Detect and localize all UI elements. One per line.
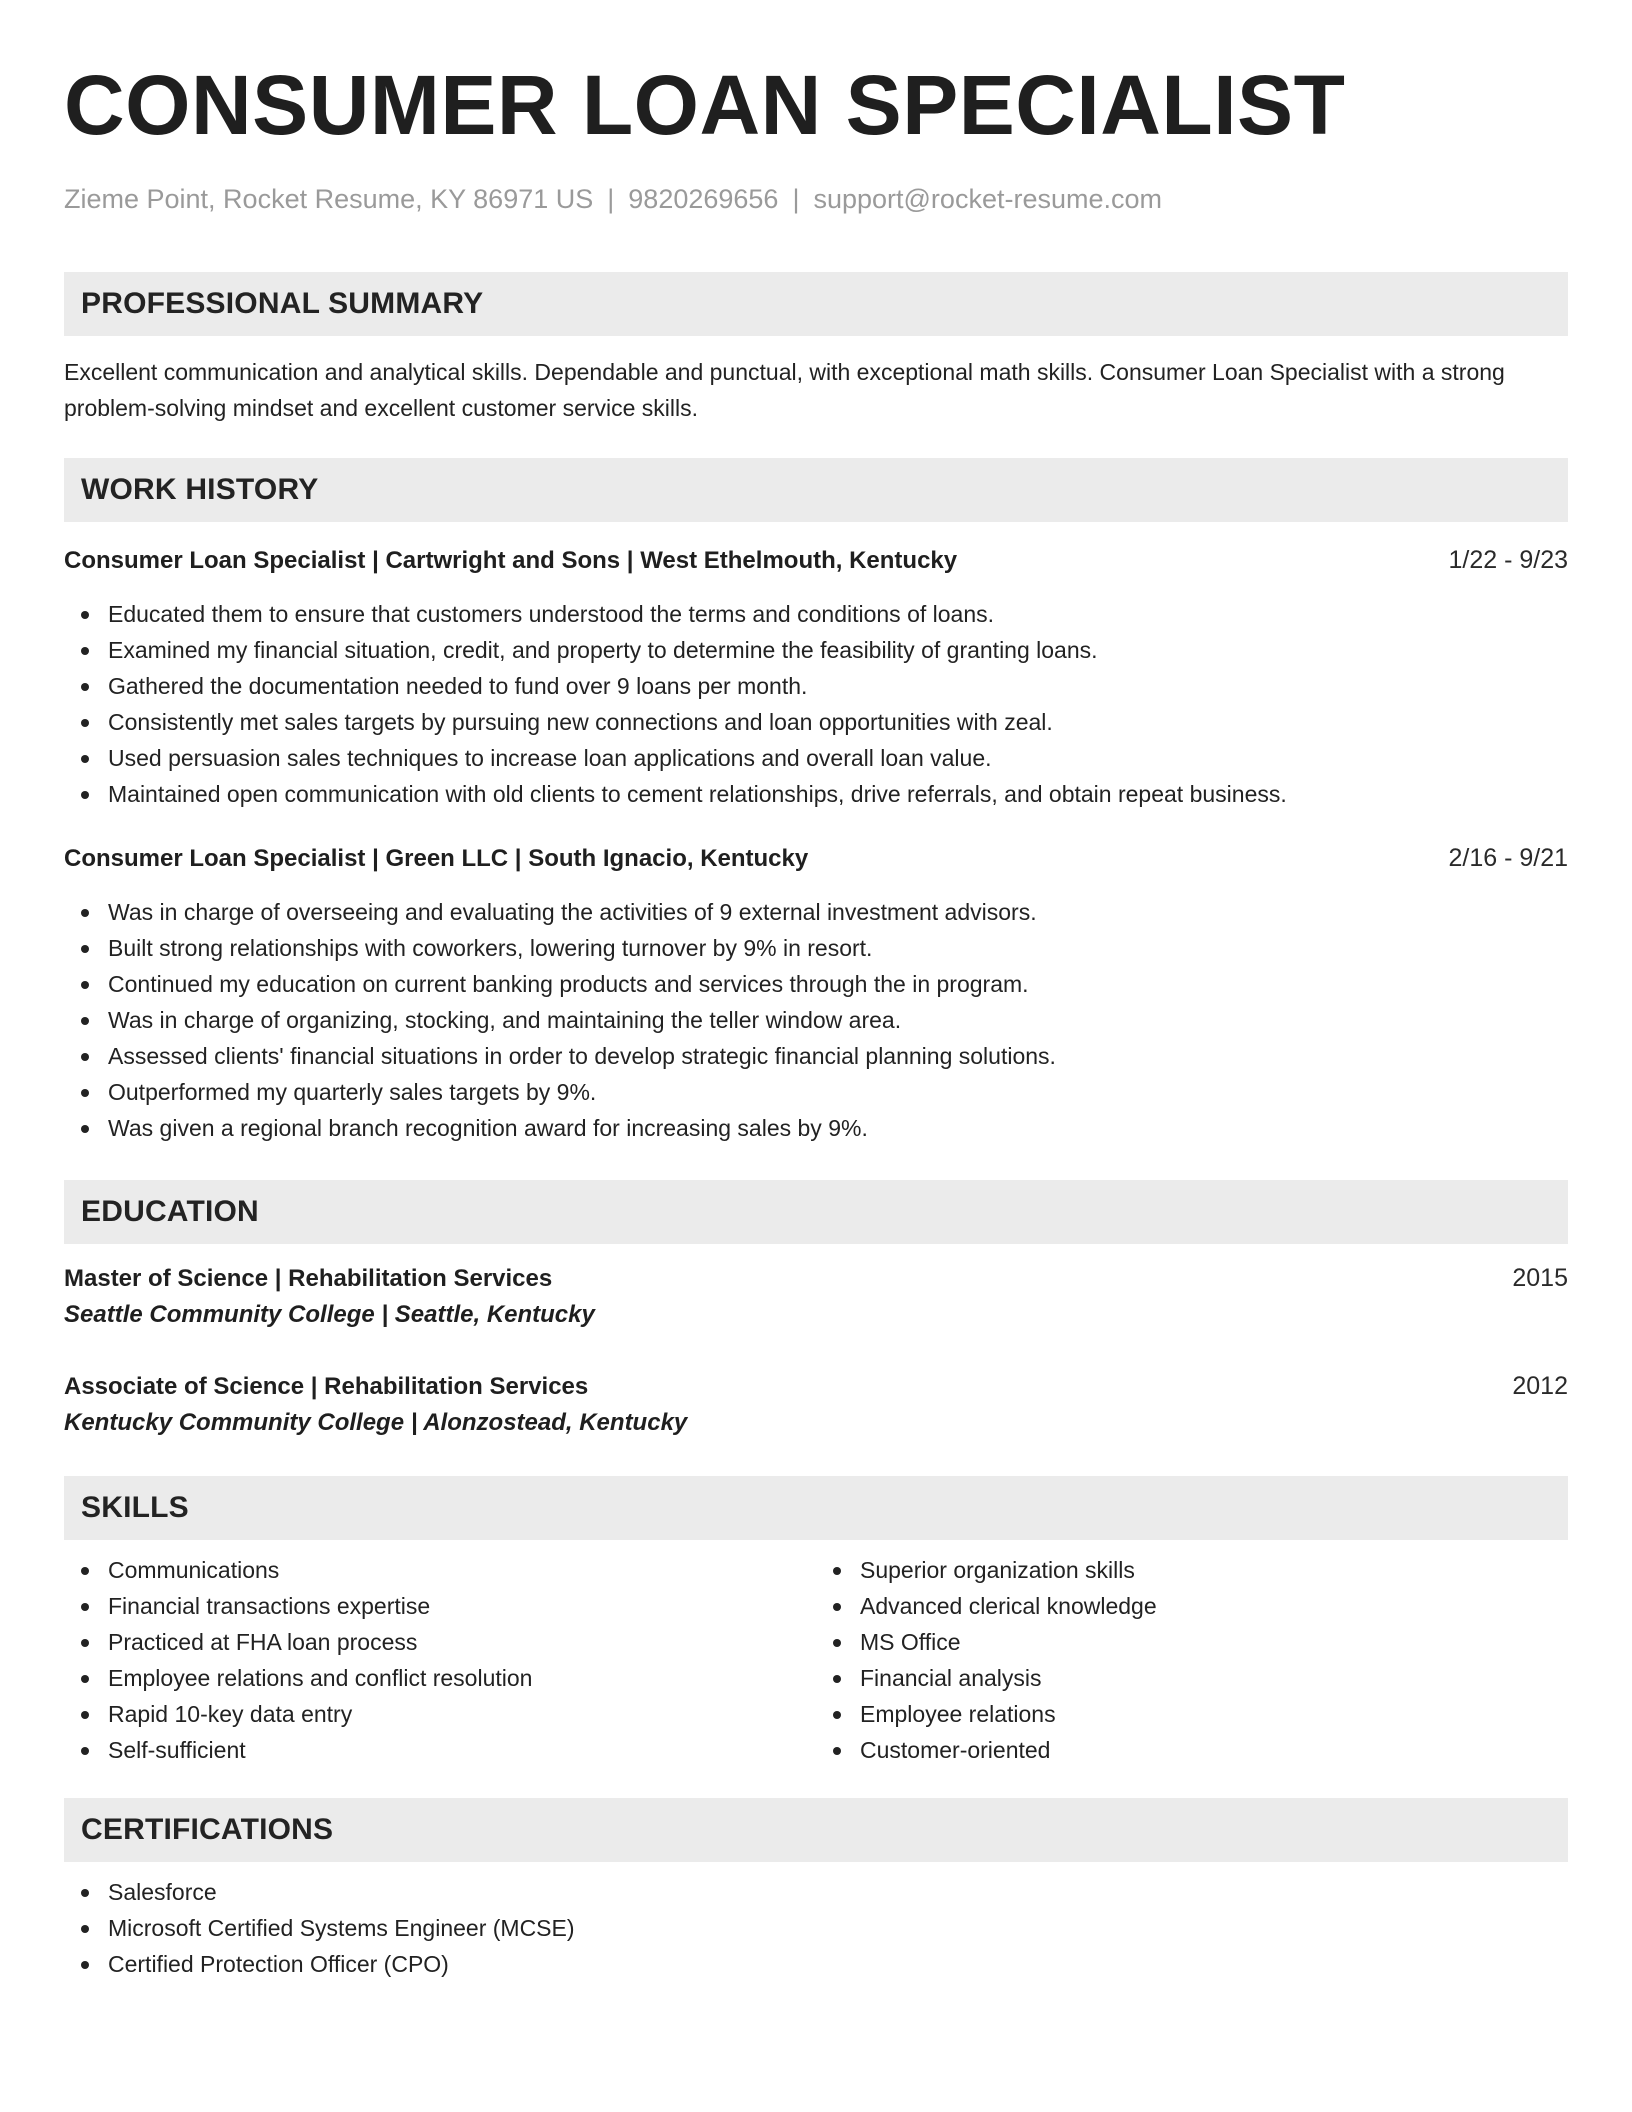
job-bullet: Educated them to ensure that customers understood the terms and conditions of loans. bbox=[64, 596, 1568, 632]
summary-text: Excellent communication and analytical skills. Dependable and punctual, with exceptional math skills. Consumer Loan Specialist with a strong problem-solving mindset and excellent customer service skills. bbox=[64, 359, 1505, 421]
education-header bbox=[64, 1260, 1568, 1296]
education-year: 2015 bbox=[1512, 1264, 1568, 1292]
job-title: Consumer Loan Specialist | Cartwright and Sons | West Ethelmouth, Kentucky bbox=[64, 547, 958, 574]
contact-email: support@rocket-resume.com bbox=[813, 184, 1162, 214]
job-bullet: Was in charge of organizing, stocking, and maintaining the teller window area. bbox=[64, 1002, 1568, 1038]
skills-list-left bbox=[64, 1552, 816, 1768]
education-degree: Master of Science | Rehabilitation Services bbox=[64, 1265, 553, 1292]
job-bullet: Examined my financial situation, credit, and property to determine the feasibility of granting loans. bbox=[64, 632, 1568, 668]
section-heading-skills: SKILLS bbox=[64, 1476, 1568, 1540]
skills-list-right bbox=[816, 1552, 1568, 1768]
skill-item: Employee relations and conflict resolution bbox=[64, 1660, 816, 1696]
skill-item: Self-sufficient bbox=[64, 1732, 816, 1768]
section-heading-certifications: CERTIFICATIONS bbox=[64, 1798, 1568, 1862]
job-bullet: Maintained open communication with old clients to cement relationships, drive referrals, and obtain repeat business. bbox=[64, 776, 1568, 812]
skill-item: Practiced at FHA loan process bbox=[64, 1624, 816, 1660]
section-heading-education: EDUCATION bbox=[64, 1180, 1568, 1244]
certifications-list bbox=[64, 1874, 1568, 1982]
education-school: Seattle Community College | Seattle, Kentucky bbox=[64, 1301, 595, 1328]
certification-item: Certified Protection Officer (CPO) bbox=[64, 1946, 1568, 1982]
contact-address: Zieme Point, Rocket Resume, KY 86971 US bbox=[64, 184, 594, 214]
skill-item: Advanced clerical knowledge bbox=[816, 1588, 1568, 1624]
resume-name: CONSUMER LOAN SPECIALIST bbox=[64, 58, 1346, 152]
certifications-block bbox=[64, 1874, 1568, 1982]
education-year: 2012 bbox=[1512, 1372, 1568, 1400]
job-bullet: Consistently met sales targets by pursuing new connections and loan opportunities with zeal. bbox=[64, 704, 1568, 740]
skill-item: MS Office bbox=[816, 1624, 1568, 1660]
job-dates: 2/16 - 9/21 bbox=[1448, 844, 1568, 872]
skill-item: Communications bbox=[64, 1552, 816, 1588]
job-bullet: Was in charge of overseeing and evaluating the activities of 9 external investment advisors. bbox=[64, 894, 1568, 930]
skill-item: Financial transactions expertise bbox=[64, 1588, 816, 1624]
job-header bbox=[64, 840, 1568, 876]
education-degree: Associate of Science | Rehabilitation Services bbox=[64, 1373, 589, 1400]
contact-separator: | bbox=[792, 184, 800, 214]
skill-item: Rapid 10-key data entry bbox=[64, 1696, 816, 1732]
job-entry bbox=[64, 542, 1568, 812]
job-bullet: Built strong relationships with coworkers, lowering turnover by 9% in resort. bbox=[64, 930, 1568, 966]
job-bullets bbox=[64, 894, 1568, 1146]
job-entry bbox=[64, 840, 1568, 1146]
education-entry bbox=[64, 1260, 1568, 1334]
certification-item: Microsoft Certified Systems Engineer (MCSE) bbox=[64, 1910, 1568, 1946]
job-bullet: Gathered the documentation needed to fund over 9 loans per month. bbox=[64, 668, 1568, 704]
job-dates: 1/22 - 9/23 bbox=[1448, 546, 1568, 574]
job-header bbox=[64, 542, 1568, 578]
education-header bbox=[64, 1368, 1568, 1404]
certification-item: Salesforce bbox=[64, 1874, 1568, 1910]
job-bullet: Continued my education on current banking products and services through the in program. bbox=[64, 966, 1568, 1002]
skill-item: Superior organization skills bbox=[816, 1552, 1568, 1588]
skills-columns bbox=[64, 1552, 1568, 1768]
job-bullet: Outperformed my quarterly sales targets by 9%. bbox=[64, 1074, 1568, 1110]
contact-separator: | bbox=[607, 184, 615, 214]
job-bullet: Was given a regional branch recognition award for increasing sales by 9%. bbox=[64, 1110, 1568, 1146]
education-school: Kentucky Community College | Alonzostead, Kentucky bbox=[64, 1409, 688, 1436]
section-heading-work-history: WORK HISTORY bbox=[64, 458, 1568, 522]
contact-line bbox=[64, 182, 1568, 216]
skill-item: Customer-oriented bbox=[816, 1732, 1568, 1768]
job-bullet: Assessed clients' financial situations in order to develop strategic financial planning solutions. bbox=[64, 1038, 1568, 1074]
job-title: Consumer Loan Specialist | Green LLC | South Ignacio, Kentucky bbox=[64, 845, 809, 872]
education-entry bbox=[64, 1368, 1568, 1442]
contact-phone: 9820269656 bbox=[628, 184, 779, 214]
skill-item: Financial analysis bbox=[816, 1660, 1568, 1696]
section-heading-summary: PROFESSIONAL SUMMARY bbox=[64, 272, 1568, 336]
job-bullet: Used persuasion sales techniques to increase loan applications and overall loan value. bbox=[64, 740, 1568, 776]
job-bullets bbox=[64, 596, 1568, 812]
skill-item: Employee relations bbox=[816, 1696, 1568, 1732]
